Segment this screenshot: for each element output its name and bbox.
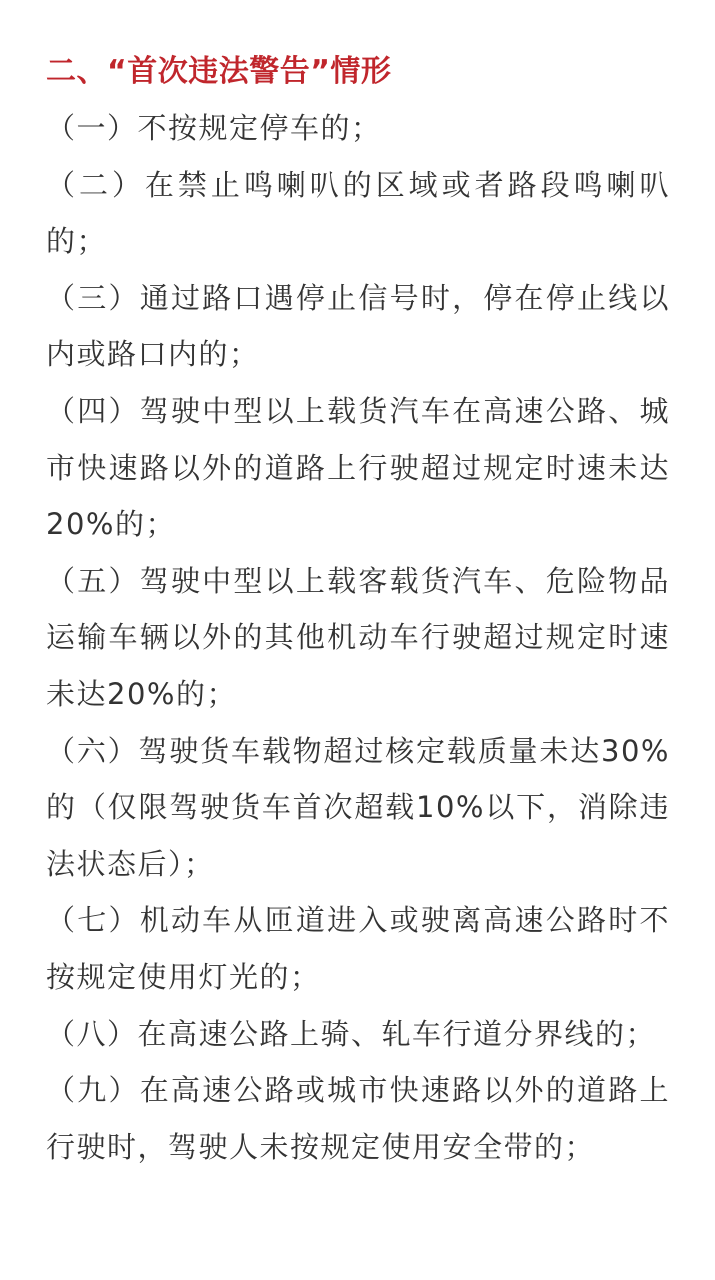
list-item: （七）机动车从匝道进入或驶离高速公路时不按规定使用灯光的；: [46, 903, 670, 994]
list-item: （三）通过路口遇停止信号时，停在停止线以内或路口内的；: [46, 280, 670, 372]
list-item: （四）驾驶中型以上载货汽车在高速公路、城市快速路以外的道路上行驶超过规定时速未达20%的；: [46, 393, 670, 542]
list-item: （一）不按规定停车的；: [46, 111, 382, 145]
article-body: [46, 44, 670, 1175]
list-item: （八）在高速公路上骑、轧车行道分界线的；: [46, 1016, 657, 1051]
section-heading: 二、“首次违法警告”情形: [46, 54, 392, 89]
list-item: （二）在禁止鸣喇叭的区域或者路段鸣喇叭的；: [46, 167, 670, 259]
list-item: （九）在高速公路或城市快速路以外的道路上行驶时，驾驶人未按规定使用安全带的；: [46, 1073, 670, 1164]
list-item: （五）驾驶中型以上载客载货汽车、危险物品运输车辆以外的其他机动车行驶超过规定时速未达20%的；: [46, 563, 670, 711]
list-item: （六）驾驶货车载物超过核定载质量未达30%的（仅限驾驶货车首次超载10%以下，消除违法状态后）；: [46, 733, 670, 881]
